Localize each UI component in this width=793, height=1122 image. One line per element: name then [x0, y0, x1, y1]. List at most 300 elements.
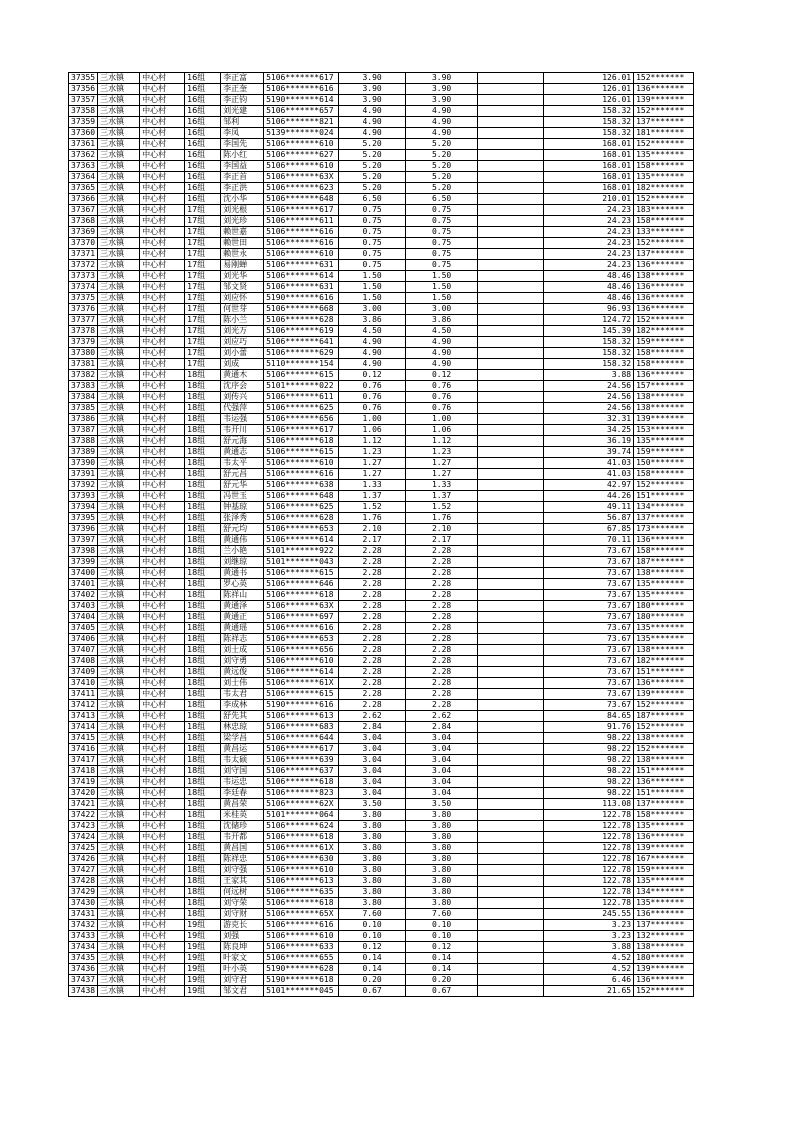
town-cell: 三水镇 [98, 788, 140, 799]
row-number-cell: 37424 [69, 832, 98, 843]
group-cell: 18组 [185, 403, 221, 414]
row-number-cell: 37358 [69, 106, 98, 117]
id-number-cell: 5101*******045 [264, 986, 339, 997]
name-cell: 刘光珍 [221, 216, 264, 227]
name-cell: 刘光根 [221, 205, 264, 216]
area-cell: 2.28 [339, 568, 406, 579]
name-cell: 游克长 [221, 920, 264, 931]
phone-cell: 180******* [634, 953, 694, 964]
amount-cell: 73.67 [544, 590, 634, 601]
name-cell: 刘士成 [221, 645, 264, 656]
town-cell: 三水镇 [98, 964, 140, 975]
village-cell: 中心村 [140, 117, 185, 128]
phone-cell: 157******* [634, 381, 694, 392]
phone-cell: 135******* [634, 623, 694, 634]
id-number-cell: 5106*******618 [264, 832, 339, 843]
name-cell: 刘光万 [221, 326, 264, 337]
name-cell: 黄通瑶 [221, 623, 264, 634]
row-number-cell: 37399 [69, 557, 98, 568]
group-cell: 17组 [185, 359, 221, 370]
phone-cell: 182******* [634, 326, 694, 337]
group-cell: 18组 [185, 865, 221, 876]
id-number-cell: 5106*******617 [264, 205, 339, 216]
row-number-cell: 37360 [69, 128, 98, 139]
area-cell: 2.28 [339, 612, 406, 623]
area-cell: 2.17 [339, 535, 406, 546]
note-cell [478, 909, 544, 920]
phone-cell: 182******* [634, 656, 694, 667]
town-cell: 三水镇 [98, 953, 140, 964]
id-number-cell: 5106*******617 [264, 744, 339, 755]
name-cell: 李国先 [221, 139, 264, 150]
phone-cell: 152******* [634, 744, 694, 755]
area-cell: 0.75 [339, 227, 406, 238]
note-cell [478, 194, 544, 205]
table-row [69, 84, 694, 95]
id-number-cell: 5106*******655 [264, 953, 339, 964]
id-number-cell: 5190*******616 [264, 700, 339, 711]
name-cell: 舒元海 [221, 436, 264, 447]
note-cell [478, 315, 544, 326]
confirmed-area-cell: 0.12 [406, 370, 478, 381]
row-number-cell: 37386 [69, 414, 98, 425]
town-cell: 三水镇 [98, 876, 140, 887]
village-cell: 中心村 [140, 128, 185, 139]
table-row [69, 975, 694, 986]
table-row [69, 359, 694, 370]
note-cell [478, 304, 544, 315]
area-cell: 2.28 [339, 667, 406, 678]
row-number-cell: 37395 [69, 513, 98, 524]
row-number-cell: 37367 [69, 205, 98, 216]
town-cell: 三水镇 [98, 403, 140, 414]
amount-cell: 168.01 [544, 139, 634, 150]
village-cell: 中心村 [140, 931, 185, 942]
group-cell: 16组 [185, 139, 221, 150]
row-number-cell: 37434 [69, 942, 98, 953]
amount-cell: 126.01 [544, 84, 634, 95]
note-cell [478, 568, 544, 579]
row-number-cell: 37426 [69, 854, 98, 865]
note-cell [478, 733, 544, 744]
confirmed-area-cell: 3.80 [406, 876, 478, 887]
area-cell: 0.75 [339, 205, 406, 216]
row-number-cell: 37378 [69, 326, 98, 337]
phone-cell: 138******* [634, 645, 694, 656]
group-cell: 17组 [185, 260, 221, 271]
table-row [69, 645, 694, 656]
table-row [69, 601, 694, 612]
area-cell: 3.80 [339, 832, 406, 843]
row-number-cell: 37407 [69, 645, 98, 656]
id-number-cell: 5106*******637 [264, 766, 339, 777]
area-cell: 4.50 [339, 326, 406, 337]
group-cell: 18组 [185, 524, 221, 535]
name-cell: 刘传兴 [221, 392, 264, 403]
amount-cell: 98.22 [544, 777, 634, 788]
phone-cell: 136******* [634, 832, 694, 843]
area-cell: 2.28 [339, 645, 406, 656]
note-cell [478, 645, 544, 656]
table-row [69, 986, 694, 997]
row-number-cell: 37415 [69, 733, 98, 744]
note-cell [478, 689, 544, 700]
village-cell: 中心村 [140, 84, 185, 95]
confirmed-area-cell: 4.90 [406, 117, 478, 128]
id-number-cell: 5106*******62X [264, 799, 339, 810]
row-number-cell: 37394 [69, 502, 98, 513]
group-cell: 17组 [185, 282, 221, 293]
group-cell: 18组 [185, 491, 221, 502]
table-row [69, 788, 694, 799]
table-row [69, 557, 694, 568]
row-number-cell: 37398 [69, 546, 98, 557]
amount-cell: 124.72 [544, 315, 634, 326]
name-cell: 邹利 [221, 117, 264, 128]
note-cell [478, 447, 544, 458]
row-number-cell: 37392 [69, 480, 98, 491]
confirmed-area-cell: 2.28 [406, 678, 478, 689]
row-number-cell: 37377 [69, 315, 98, 326]
table-row [69, 568, 694, 579]
table-row [69, 832, 694, 843]
village-cell: 中心村 [140, 73, 185, 84]
row-number-cell: 37396 [69, 524, 98, 535]
town-cell: 三水镇 [98, 205, 140, 216]
area-cell: 2.28 [339, 590, 406, 601]
name-cell: 韦开川 [221, 425, 264, 436]
confirmed-area-cell: 3.80 [406, 854, 478, 865]
area-cell: 1.52 [339, 502, 406, 513]
confirmed-area-cell: 1.06 [406, 425, 478, 436]
village-cell: 中心村 [140, 557, 185, 568]
phone-cell: 139******* [634, 414, 694, 425]
amount-cell: 145.39 [544, 326, 634, 337]
group-cell: 16组 [185, 150, 221, 161]
group-cell: 18组 [185, 689, 221, 700]
area-cell: 0.76 [339, 403, 406, 414]
note-cell [478, 480, 544, 491]
note-cell [478, 975, 544, 986]
confirmed-area-cell: 7.60 [406, 909, 478, 920]
note-cell [478, 931, 544, 942]
row-number-cell: 37413 [69, 711, 98, 722]
name-cell: 李国益 [221, 161, 264, 172]
phone-cell: 139******* [634, 689, 694, 700]
name-cell: 赖世嘉 [221, 227, 264, 238]
name-cell: 邹文贤 [221, 282, 264, 293]
phone-cell: 139******* [634, 95, 694, 106]
village-cell: 中心村 [140, 436, 185, 447]
group-cell: 19组 [185, 975, 221, 986]
name-cell: 李正首 [221, 172, 264, 183]
group-cell: 16组 [185, 84, 221, 95]
table-row [69, 161, 694, 172]
confirmed-area-cell: 1.27 [406, 458, 478, 469]
area-cell: 3.80 [339, 843, 406, 854]
id-number-cell: 5101*******022 [264, 381, 339, 392]
table-row [69, 942, 694, 953]
table-row [69, 414, 694, 425]
row-number-cell: 37414 [69, 722, 98, 733]
town-cell: 三水镇 [98, 150, 140, 161]
note-cell [478, 656, 544, 667]
confirmed-area-cell: 5.20 [406, 139, 478, 150]
village-cell: 中心村 [140, 733, 185, 744]
amount-cell: 3.23 [544, 931, 634, 942]
phone-cell: 153******* [634, 425, 694, 436]
area-cell: 0.12 [339, 942, 406, 953]
phone-cell: 137******* [634, 249, 694, 260]
amount-cell: 73.67 [544, 678, 634, 689]
village-cell: 中心村 [140, 425, 185, 436]
village-cell: 中心村 [140, 315, 185, 326]
amount-cell: 21.65 [544, 986, 634, 997]
name-cell: 易刚蝉 [221, 260, 264, 271]
name-cell: 刘成 [221, 359, 264, 370]
note-cell [478, 766, 544, 777]
amount-cell: 36.19 [544, 436, 634, 447]
table-row [69, 744, 694, 755]
confirmed-area-cell: 3.80 [406, 821, 478, 832]
id-number-cell: 5106*******628 [264, 315, 339, 326]
group-cell: 18组 [185, 744, 221, 755]
note-cell [478, 579, 544, 590]
village-cell: 中心村 [140, 370, 185, 381]
town-cell: 三水镇 [98, 920, 140, 931]
confirmed-area-cell: 3.90 [406, 95, 478, 106]
confirmed-area-cell: 1.00 [406, 414, 478, 425]
confirmed-area-cell: 2.28 [406, 568, 478, 579]
table-row [69, 876, 694, 887]
confirmed-area-cell: 2.84 [406, 722, 478, 733]
name-cell: 黄昌荣 [221, 799, 264, 810]
table-row [69, 381, 694, 392]
village-cell: 中心村 [140, 568, 185, 579]
amount-cell: 73.67 [544, 634, 634, 645]
amount-cell: 122.78 [544, 821, 634, 832]
village-cell: 中心村 [140, 381, 185, 392]
town-cell: 三水镇 [98, 865, 140, 876]
area-cell: 0.10 [339, 920, 406, 931]
id-number-cell: 5106*******610 [264, 249, 339, 260]
id-number-cell: 5106*******625 [264, 502, 339, 513]
row-number-cell: 37389 [69, 447, 98, 458]
note-cell [478, 623, 544, 634]
confirmed-area-cell: 2.10 [406, 524, 478, 535]
town-cell: 三水镇 [98, 744, 140, 755]
amount-cell: 96.93 [544, 304, 634, 315]
town-cell: 三水镇 [98, 359, 140, 370]
table-row [69, 95, 694, 106]
id-number-cell: 5106*******610 [264, 458, 339, 469]
group-cell: 16组 [185, 73, 221, 84]
group-cell: 18组 [185, 579, 221, 590]
area-cell: 2.28 [339, 579, 406, 590]
village-cell: 中心村 [140, 612, 185, 623]
id-number-cell: 5106*******610 [264, 161, 339, 172]
row-number-cell: 37430 [69, 898, 98, 909]
town-cell: 三水镇 [98, 909, 140, 920]
name-cell: 刘守勇 [221, 656, 264, 667]
town-cell: 三水镇 [98, 689, 140, 700]
village-cell: 中心村 [140, 909, 185, 920]
table-row [69, 821, 694, 832]
name-cell: 舒元华 [221, 480, 264, 491]
phone-cell: 150******* [634, 458, 694, 469]
table-row [69, 194, 694, 205]
id-number-cell: 5106*******615 [264, 370, 339, 381]
confirmed-area-cell: 3.90 [406, 84, 478, 95]
id-number-cell: 5106*******610 [264, 139, 339, 150]
confirmed-area-cell: 2.28 [406, 601, 478, 612]
phone-cell: 132******* [634, 931, 694, 942]
name-cell: 刘守强 [221, 865, 264, 876]
row-number-cell: 37409 [69, 667, 98, 678]
row-number-cell: 37391 [69, 469, 98, 480]
name-cell: 李凤 [221, 128, 264, 139]
area-cell: 3.80 [339, 876, 406, 887]
table-row [69, 777, 694, 788]
area-cell: 2.62 [339, 711, 406, 722]
row-number-cell: 37418 [69, 766, 98, 777]
row-number-cell: 37425 [69, 843, 98, 854]
group-cell: 18组 [185, 546, 221, 557]
note-cell [478, 205, 544, 216]
village-cell: 中心村 [140, 843, 185, 854]
name-cell: 刘应怀 [221, 293, 264, 304]
row-number-cell: 37397 [69, 535, 98, 546]
amount-cell: 122.78 [544, 898, 634, 909]
village-cell: 中心村 [140, 546, 185, 557]
amount-cell: 126.01 [544, 73, 634, 84]
phone-cell: 183******* [634, 205, 694, 216]
group-cell: 18组 [185, 458, 221, 469]
phone-cell: 137******* [634, 799, 694, 810]
phone-cell: 135******* [634, 150, 694, 161]
phone-cell: 135******* [634, 172, 694, 183]
id-number-cell: 5106*******644 [264, 733, 339, 744]
confirmed-area-cell: 3.86 [406, 315, 478, 326]
village-cell: 中心村 [140, 689, 185, 700]
town-cell: 三水镇 [98, 678, 140, 689]
group-cell: 18组 [185, 722, 221, 733]
village-cell: 中心村 [140, 821, 185, 832]
group-cell: 18组 [185, 381, 221, 392]
amount-cell: 84.65 [544, 711, 634, 722]
note-cell [478, 458, 544, 469]
table-row [69, 249, 694, 260]
table-row [69, 733, 694, 744]
amount-cell: 4.52 [544, 964, 634, 975]
id-number-cell: 5106*******616 [264, 469, 339, 480]
id-number-cell: 5106*******610 [264, 656, 339, 667]
amount-cell: 73.67 [544, 667, 634, 678]
group-cell: 18组 [185, 733, 221, 744]
row-number-cell: 37433 [69, 931, 98, 942]
group-cell: 18组 [185, 392, 221, 403]
name-cell: 沈储珍 [221, 821, 264, 832]
table-row [69, 909, 694, 920]
phone-cell: 158******* [634, 469, 694, 480]
note-cell [478, 128, 544, 139]
town-cell: 三水镇 [98, 733, 140, 744]
row-number-cell: 37437 [69, 975, 98, 986]
row-number-cell: 37432 [69, 920, 98, 931]
note-cell [478, 612, 544, 623]
confirmed-area-cell: 3.50 [406, 799, 478, 810]
amount-cell: 41.03 [544, 469, 634, 480]
group-cell: 18组 [185, 623, 221, 634]
village-cell: 中心村 [140, 667, 185, 678]
town-cell: 三水镇 [98, 73, 140, 84]
area-cell: 1.27 [339, 458, 406, 469]
row-number-cell: 37393 [69, 491, 98, 502]
phone-cell: 182******* [634, 183, 694, 194]
amount-cell: 122.78 [544, 810, 634, 821]
town-cell: 三水镇 [98, 172, 140, 183]
group-cell: 18组 [185, 535, 221, 546]
town-cell: 三水镇 [98, 502, 140, 513]
group-cell: 18组 [185, 645, 221, 656]
amount-cell: 158.32 [544, 359, 634, 370]
confirmed-area-cell: 4.90 [406, 128, 478, 139]
row-number-cell: 37387 [69, 425, 98, 436]
village-cell: 中心村 [140, 942, 185, 953]
village-cell: 中心村 [140, 458, 185, 469]
village-cell: 中心村 [140, 755, 185, 766]
name-cell: 刘守国 [221, 766, 264, 777]
id-number-cell: 5106*******610 [264, 865, 339, 876]
village-cell: 中心村 [140, 205, 185, 216]
table-row [69, 106, 694, 117]
confirmed-area-cell: 1.50 [406, 271, 478, 282]
phone-cell: 152******* [634, 315, 694, 326]
note-cell [478, 590, 544, 601]
area-cell: 0.14 [339, 953, 406, 964]
row-number-cell: 37376 [69, 304, 98, 315]
table-row [69, 227, 694, 238]
note-cell [478, 161, 544, 172]
group-cell: 18组 [185, 656, 221, 667]
amount-cell: 6.46 [544, 975, 634, 986]
confirmed-area-cell: 0.10 [406, 920, 478, 931]
group-cell: 17组 [185, 216, 221, 227]
table-row [69, 238, 694, 249]
phone-cell: 136******* [634, 304, 694, 315]
note-cell [478, 557, 544, 568]
table-row [69, 293, 694, 304]
phone-cell: 151******* [634, 766, 694, 777]
name-cell: 何世芽 [221, 304, 264, 315]
town-cell: 三水镇 [98, 227, 140, 238]
phone-cell: 159******* [634, 447, 694, 458]
phone-cell: 136******* [634, 909, 694, 920]
group-cell: 19组 [185, 986, 221, 997]
group-cell: 18组 [185, 799, 221, 810]
name-cell: 韦太平 [221, 458, 264, 469]
area-cell: 3.90 [339, 84, 406, 95]
id-number-cell: 5106*******614 [264, 271, 339, 282]
town-cell: 三水镇 [98, 194, 140, 205]
town-cell: 三水镇 [98, 942, 140, 953]
group-cell: 18组 [185, 821, 221, 832]
town-cell: 三水镇 [98, 887, 140, 898]
note-cell [478, 821, 544, 832]
id-number-cell: 5106*******633 [264, 942, 339, 953]
row-number-cell: 37438 [69, 986, 98, 997]
village-cell: 中心村 [140, 447, 185, 458]
